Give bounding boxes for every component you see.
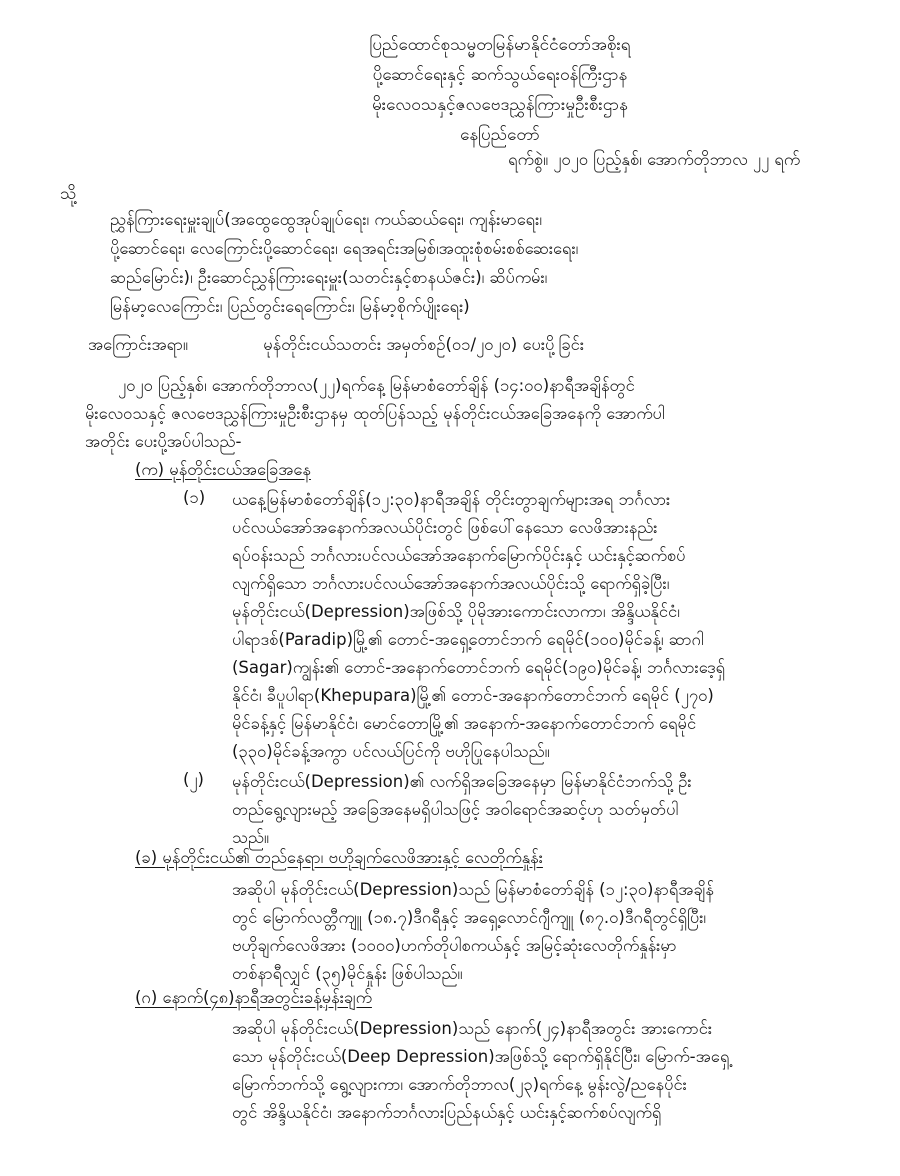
recipient-line: ပို့ဆောင်ရေး၊ လေကြောင်းပို့ဆောင်ရေး၊ ရေအရင်းအမြစ်၊အထူးစုံစမ်းစစ်ဆေးရေး၊ <box>110 239 579 258</box>
section-b-heading: (ခ) မုန်တိုင်းငယ်၏ တည်နေရာ၊ ဗဟိုချက်လေဖိအားနှင့် လေတိုက်နှုန်း <box>135 848 543 867</box>
section-a-item-1 <box>232 486 812 766</box>
section-c-body <box>232 1015 812 1127</box>
intro-paragraph <box>85 372 812 456</box>
dateline: ရက်စွဲ။ ၂၀၂၀ ပြည့်နှစ်၊ အောက်တိုဘာလ ၂၂ ရက် <box>508 150 800 169</box>
section-a-item-2 <box>232 768 812 852</box>
subject-row <box>88 335 818 359</box>
section-b-line: တစ်နာရီလျှင် (၃၅)မိုင်နှုန်း ဖြစ်ပါသည်။ <box>232 964 463 983</box>
intro-line: မိုးလေဝသနှင့် ဇလဗေဒညွှန်ကြားမှုဦးစီးဌာနမှ ထုတ်ပြန်သည့် မုန်တိုင်းငယ်အခြေအနေကို အောက်ပါ <box>85 404 665 423</box>
item-1-line: (၃၃၀)မိုင်ခန့်အကွာ ပင်လယ်ပြင်ကို ဗဟိုပြုနေပါသည်။ <box>232 742 550 761</box>
subject-text: မုန်တိုင်းငယ်သတင်း အမှတ်စဉ်(၀၁/၂၀၂၀) ပေးပို့ခြင်း <box>263 335 585 354</box>
subject-label: အကြောင်းအရာ။ <box>88 335 188 354</box>
item-1-line: ပါရာဒစ်(Paradip)မြို့၏ တောင်-အရှေ့တောင်ဘက် ရေမိုင်(၁၀၀)မိုင်ခန့်၊ ဆာဂါ <box>232 630 704 649</box>
recipients-block <box>110 205 810 321</box>
intro-line: အတိုင်း ပေးပို့အပ်ပါသည်- <box>85 432 242 451</box>
item-1-line: မုန်တိုင်းငယ်(Depression)အဖြစ်သို့ ပိုမိုအားကောင်းလာကာ၊ အိန္ဒိယနိုင်ငံ၊ <box>232 602 680 621</box>
recipient-line: ညွှန်ကြားရေးမှူးချုပ်(အထွေထွေအုပ်ချုပ်ရေး၊ ကယ်ဆယ်ရေး၊ ကျန်းမာရေး၊ <box>110 210 542 229</box>
header-government-line: ပြည်ထောင်စုသမ္မတမြန်မာနိုင်ငံတော်အစိုးရ <box>369 35 631 55</box>
section-c-line: အဆိုပါ မုန်တိုင်းငယ်(Depression)သည် နောက်(၂၄)နာရီအတွင်း အားကောင်း <box>232 1019 713 1038</box>
to-label: သို့ <box>60 184 77 204</box>
item-1-line: လျက်ရှိသော ဘင်္ဂလားပင်လယ်အော်အနောက်အလယ်ပိုင်းသို့ ရောက်ရှိခဲ့ပြီး၊ <box>232 574 670 593</box>
section-a-heading: (က) မုန်တိုင်းငယ်အခြေအနေ <box>135 460 311 479</box>
item-2-number: (၂) <box>183 770 204 789</box>
item-2-line: မုန်တိုင်းငယ်(Depression)၏ လက်ရှိအခြေအနေမှာ မြန်မာနိုင်ငံဘက်သို့ ဦး <box>232 772 692 791</box>
section-c-line: သော မုန်တိုင်းငယ်(Deep Depression)အဖြစ်သို့ ရောက်ရှိနိုင်ပြီး၊ မြောက်-အရှေ့ <box>232 1047 730 1066</box>
section-b-line: ဗဟိုချက်လေဖိအား (၁၀၀၀)ဟက်တိုပါစကယ်နှင့် အမြင့်ဆုံးလေတိုက်နှုန်းမှာ <box>232 936 677 955</box>
section-c-line: တွင် အိန္ဒိယနိုင်ငံ၊ အနောက်ဘင်္ဂလားပြည်နယ်နှင့် ယင်းနှင့်ဆက်စပ်လျက်ရှိ <box>232 1103 662 1122</box>
section-b-line: အဆိုပါ မုန်တိုင်းငယ်(Depression)သည် မြန်မာစံတော်ချိန် (၁၂:၃၀)နာရီအချိန် <box>232 880 714 899</box>
item-2-line: သည်။ <box>232 828 269 847</box>
recipient-line: မြန်မာ့လေကြောင်း၊ ပြည်တွင်းရေကြောင်း၊ မြန်မာ့စိုက်ပျိုးရေး) <box>110 297 470 316</box>
section-b-line: တွင် မြောက်လတ္တီကျူ (၁၈.၇)ဒီဂရီနှင့် အရှေ့လောင်ဂျီကျူ (၈၇.၀)ဒီဂရီတွင်ရှိပြီး၊ <box>232 908 707 927</box>
recipient-line: ဆည်မြောင်း)၊ ဦးဆောင်ညွှန်ကြားရေးမှူး(သတင်းနှင့်စာနယ်ဇင်း)၊ ဆိပ်ကမ်း၊ <box>110 268 548 287</box>
header-ministry-line: ပို့ဆောင်ရေးနှင့် ဆက်သွယ်ရေးဝန်ကြီးဌာန <box>372 65 628 85</box>
item-1-line: ရပ်ဝန်းသည် ဘင်္ဂလားပင်လယ်အော်အနောက်မြောက်ပိုင်းနှင့် ယင်းနှင့်ဆက်စပ် <box>232 546 686 565</box>
header-department-line: မိုးလေဝသနှင့်ဇလဗေဒညွှန်ကြားမှုဦးစီးဌာန <box>372 95 628 115</box>
item-1-line: မိုင်ခန့်နှင့် မြန်မာနိုင်ငံ၊ မောင်တောမြို့၏ အနောက်-အနောက်တောင်ဘက် ရေမိုင် <box>232 714 697 733</box>
item-2-line: တည်ရွေ့လျားမည့် အခြေအနေမရှိပါသဖြင့် အဝါရောင်အဆင့်ဟု သတ်မှတ်ပါ <box>232 800 679 819</box>
item-1-line: ပင်လယ်အော်အနောက်အလယ်ပိုင်းတွင် ဖြစ်ပေါ်နေသော လေဖိအားနည်း <box>232 518 658 537</box>
item-1-line: နိုင်ငံ၊ ခီပူပါရာ(Khepupara)မြို့၏ တောင်-အနောက်တောင်ဘက် ရေမိုင် (၂၇၀) <box>232 686 714 705</box>
header-city-line: နေပြည်တော် <box>460 125 540 145</box>
intro-line: ၂၀၂၀ ပြည့်နှစ်၊ အောက်တိုဘာလ(၂၂)ရက်နေ့ မြန်မာစံတော်ချိန် (၁၄:၀၀)နာရီအချိန်တွင် <box>118 376 635 395</box>
item-1-line: (Sagar)ကျွန်း၏ တောင်-အနောက်တောင်ဘက် ရေမိုင်(၁၉၀)မိုင်ခန့်၊ ဘင်္ဂလားဒေ့ရှ် <box>232 658 726 677</box>
section-c-heading: (ဂ) နောက်(၄၈)နာရီအတွင်းခန့်မှန်းချက် <box>135 988 372 1007</box>
item-1-number: (၁) <box>183 488 206 507</box>
section-b-body <box>232 876 812 988</box>
section-c-line: မြောက်ဘက်သို့ ရွေ့လျားကာ၊ အောက်တိုဘာလ(၂၃)ရက်နေ့ မွန်းလွဲ/ညနေပိုင်း <box>232 1075 687 1094</box>
item-1-line: ယနေ့မြန်မာစံတော်ချိန်(၁၂:၃၀)နာရီအချိန် တိုင်းတွာချက်များအရ ဘင်္ဂလား <box>232 490 671 509</box>
